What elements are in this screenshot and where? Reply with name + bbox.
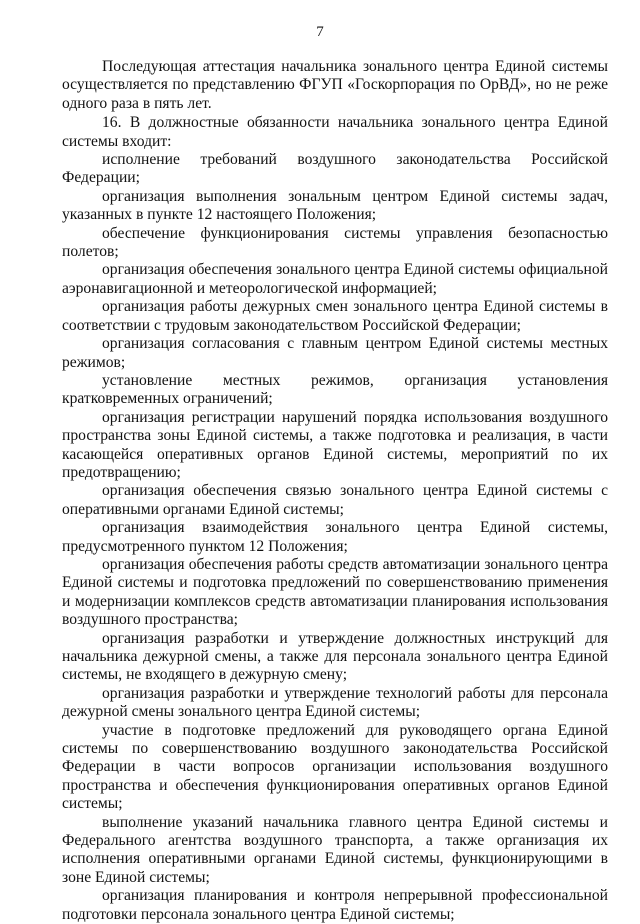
list-item: организация обеспечения зонального центра Единой системы официальной аэронавигационной и метеорологической информацией; [62, 261, 608, 297]
list-item: организация обеспечения работы средств автоматизации зонального центра Единой системы и подготовка предложений по совершенствованию применения и модернизации комплексов средств автоматизации планирования использования воздушного пространства; [62, 555, 608, 629]
list-item: организация обеспечения связью зонального центра Единой системы с оперативными органами Единой системы; [62, 482, 608, 518]
list-item: организация планирования и контроля непрерывной профессиональной подготовки персонала зонального центра Единой системы; [62, 887, 608, 923]
list-item: участие в подготовке предложений для руководящего органа Единой системы по совершенствованию воздушного законодательства Российской Федерации в части вопросов организации использования воздушного пространства и обеспечения функционирования оперативных органов Единой системы; [62, 721, 608, 813]
paragraph-duties-heading: 16. В должностные обязанности начальника зонального центра Единой системы входит: [62, 114, 608, 150]
list-item: выполнение указаний начальника главного центра Единой системы и Федерального агентства воздушного транспорта, а также организация их исполнения оперативными органами Единой системы, функционирующими в зоне Единой системы; [62, 813, 608, 886]
list-item: исполнение требований воздушного законодательства Российской Федерации; [62, 151, 608, 187]
list-item: организация разработки и утверждение технологий работы для персонала дежурной смены зонального центра Единой системы; [62, 684, 608, 721]
list-item: организация согласования с главным центром Единой системы местных режимов; [62, 335, 608, 371]
list-item: обеспечение функционирования системы управления безопасностью полетов; [62, 224, 608, 261]
list-item: организация взаимодействия зонального центра Единой системы, предусмотренного пунктом 12 Положения; [62, 519, 608, 555]
paragraph-attestation: Последующая аттестация начальника зонального центра Единой системы осуществляется по представлению ФГУП «Госкорпорация по ОрВД», но не реже одного раза в пять лет. [62, 58, 608, 112]
page-number: 7 [316, 24, 324, 40]
list-item: организация регистрации нарушений порядка использования воздушного пространства зоны Единой системы, а также подготовка и реализация, в части касающейся оперативных органов Единой системы, мероприятий по их предотвращению; [62, 408, 608, 481]
list-item: организация разработки и утверждение должностных инструкций для начальника дежурной смены, а также для персонала зонального центра Единой системы, не входящего в дежурную смену; [62, 629, 608, 684]
list-item: установление местных режимов, организация установления кратковременных ограничений; [62, 371, 608, 408]
document-body [62, 58, 608, 924]
list-item: организация работы дежурных смен зонального центра Единой системы в соответствии с трудовым законодательством Российской Федерации; [62, 298, 608, 334]
list-item: организация выполнения зональным центром Единой системы задач, указанных в пункте 12 настоящего Положения; [62, 187, 608, 224]
